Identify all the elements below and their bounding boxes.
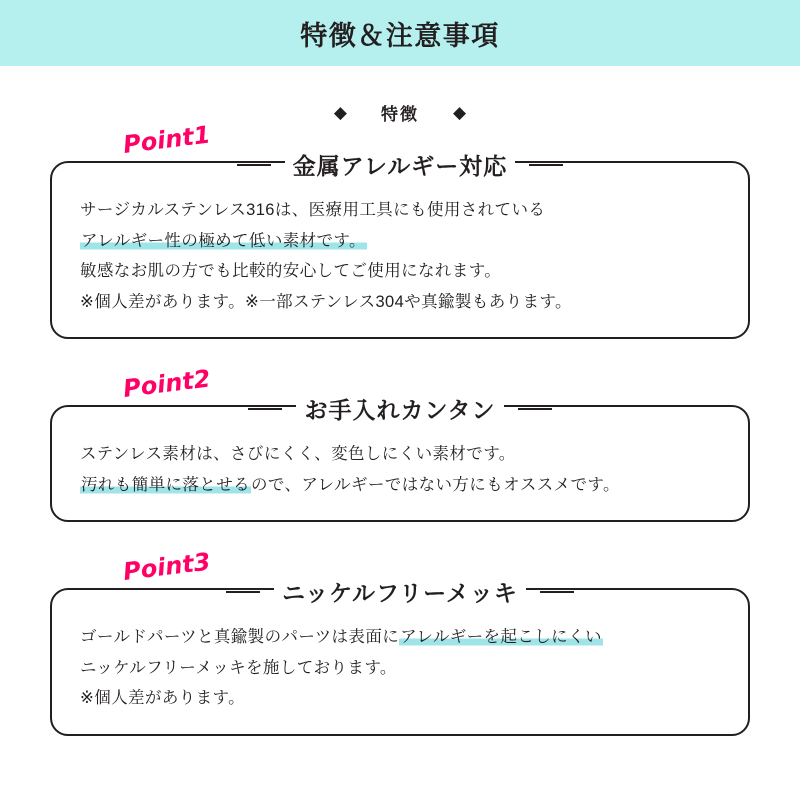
body-line: [80, 470, 726, 501]
point-block-3: [50, 547, 750, 736]
diamond-left-icon: ◆: [333, 103, 347, 122]
body-text: ステンレス素材は、さびにくく、変色しにくい素材です。: [80, 445, 516, 464]
body-text: ※個人差があります。: [80, 689, 246, 708]
body-line: [80, 256, 726, 287]
body-line: [80, 226, 726, 257]
body-line: [80, 287, 726, 318]
body-highlight: アレルギーを起こしにくい: [400, 628, 602, 647]
body-text: ゴールドパーツと真鍮製のパーツは表面に: [80, 628, 400, 647]
point-body-1: [74, 195, 726, 317]
diamond-right-icon: ◆: [453, 103, 467, 122]
body-line: [80, 683, 726, 714]
point-title-1: 金属アレルギー対応: [285, 148, 516, 181]
point-badge-1: Point1: [121, 120, 212, 159]
body-line: [80, 622, 726, 653]
point-body-3: [74, 622, 726, 714]
point-card-2: [50, 397, 750, 522]
page-title: 特徴＆注意事項: [300, 20, 500, 51]
section-heading-label: 特徴: [381, 105, 419, 124]
title-rule-right: [529, 164, 563, 166]
body-text: ので、アレルギーではない方にもオススメです。: [251, 475, 620, 494]
point-card-1: [50, 153, 750, 339]
body-line: [80, 195, 726, 226]
page-header: [0, 0, 800, 66]
body-text: ニッケルフリーメッキを施しております。: [80, 658, 397, 677]
body-text: 敏感なお肌の方でも比較的安心してご使用になれます。: [80, 262, 502, 281]
point-body-2: [74, 439, 726, 500]
point-card-3: [50, 580, 750, 736]
title-rule-right: [540, 591, 574, 593]
body-text: サージカルステンレス316は、医療用工具にも使用されている: [80, 201, 546, 219]
body-line: [80, 439, 726, 470]
title-rule-left: [248, 408, 282, 410]
point-block-1: [50, 120, 750, 339]
point-title-2: お手入れカンタン: [296, 392, 503, 425]
body-text: ※個人差があります。※一部ステンレス304や真鍮製もあります。: [80, 292, 572, 311]
title-rule-right: [518, 408, 552, 410]
body-highlight: 汚れも簡単に落とせる: [81, 475, 250, 494]
point-block-2: [50, 364, 750, 522]
body-highlight: アレルギー性の極めて低い素材です。: [81, 231, 366, 250]
point-badge-3: Point3: [121, 547, 212, 587]
title-rule-left: [226, 591, 260, 593]
title-rule-left: [237, 164, 271, 166]
body-line: [80, 653, 726, 684]
point-title-3: ニッケルフリーメッキ: [274, 575, 526, 608]
point-badge-2: Point2: [121, 364, 212, 404]
section-heading: [0, 100, 800, 125]
